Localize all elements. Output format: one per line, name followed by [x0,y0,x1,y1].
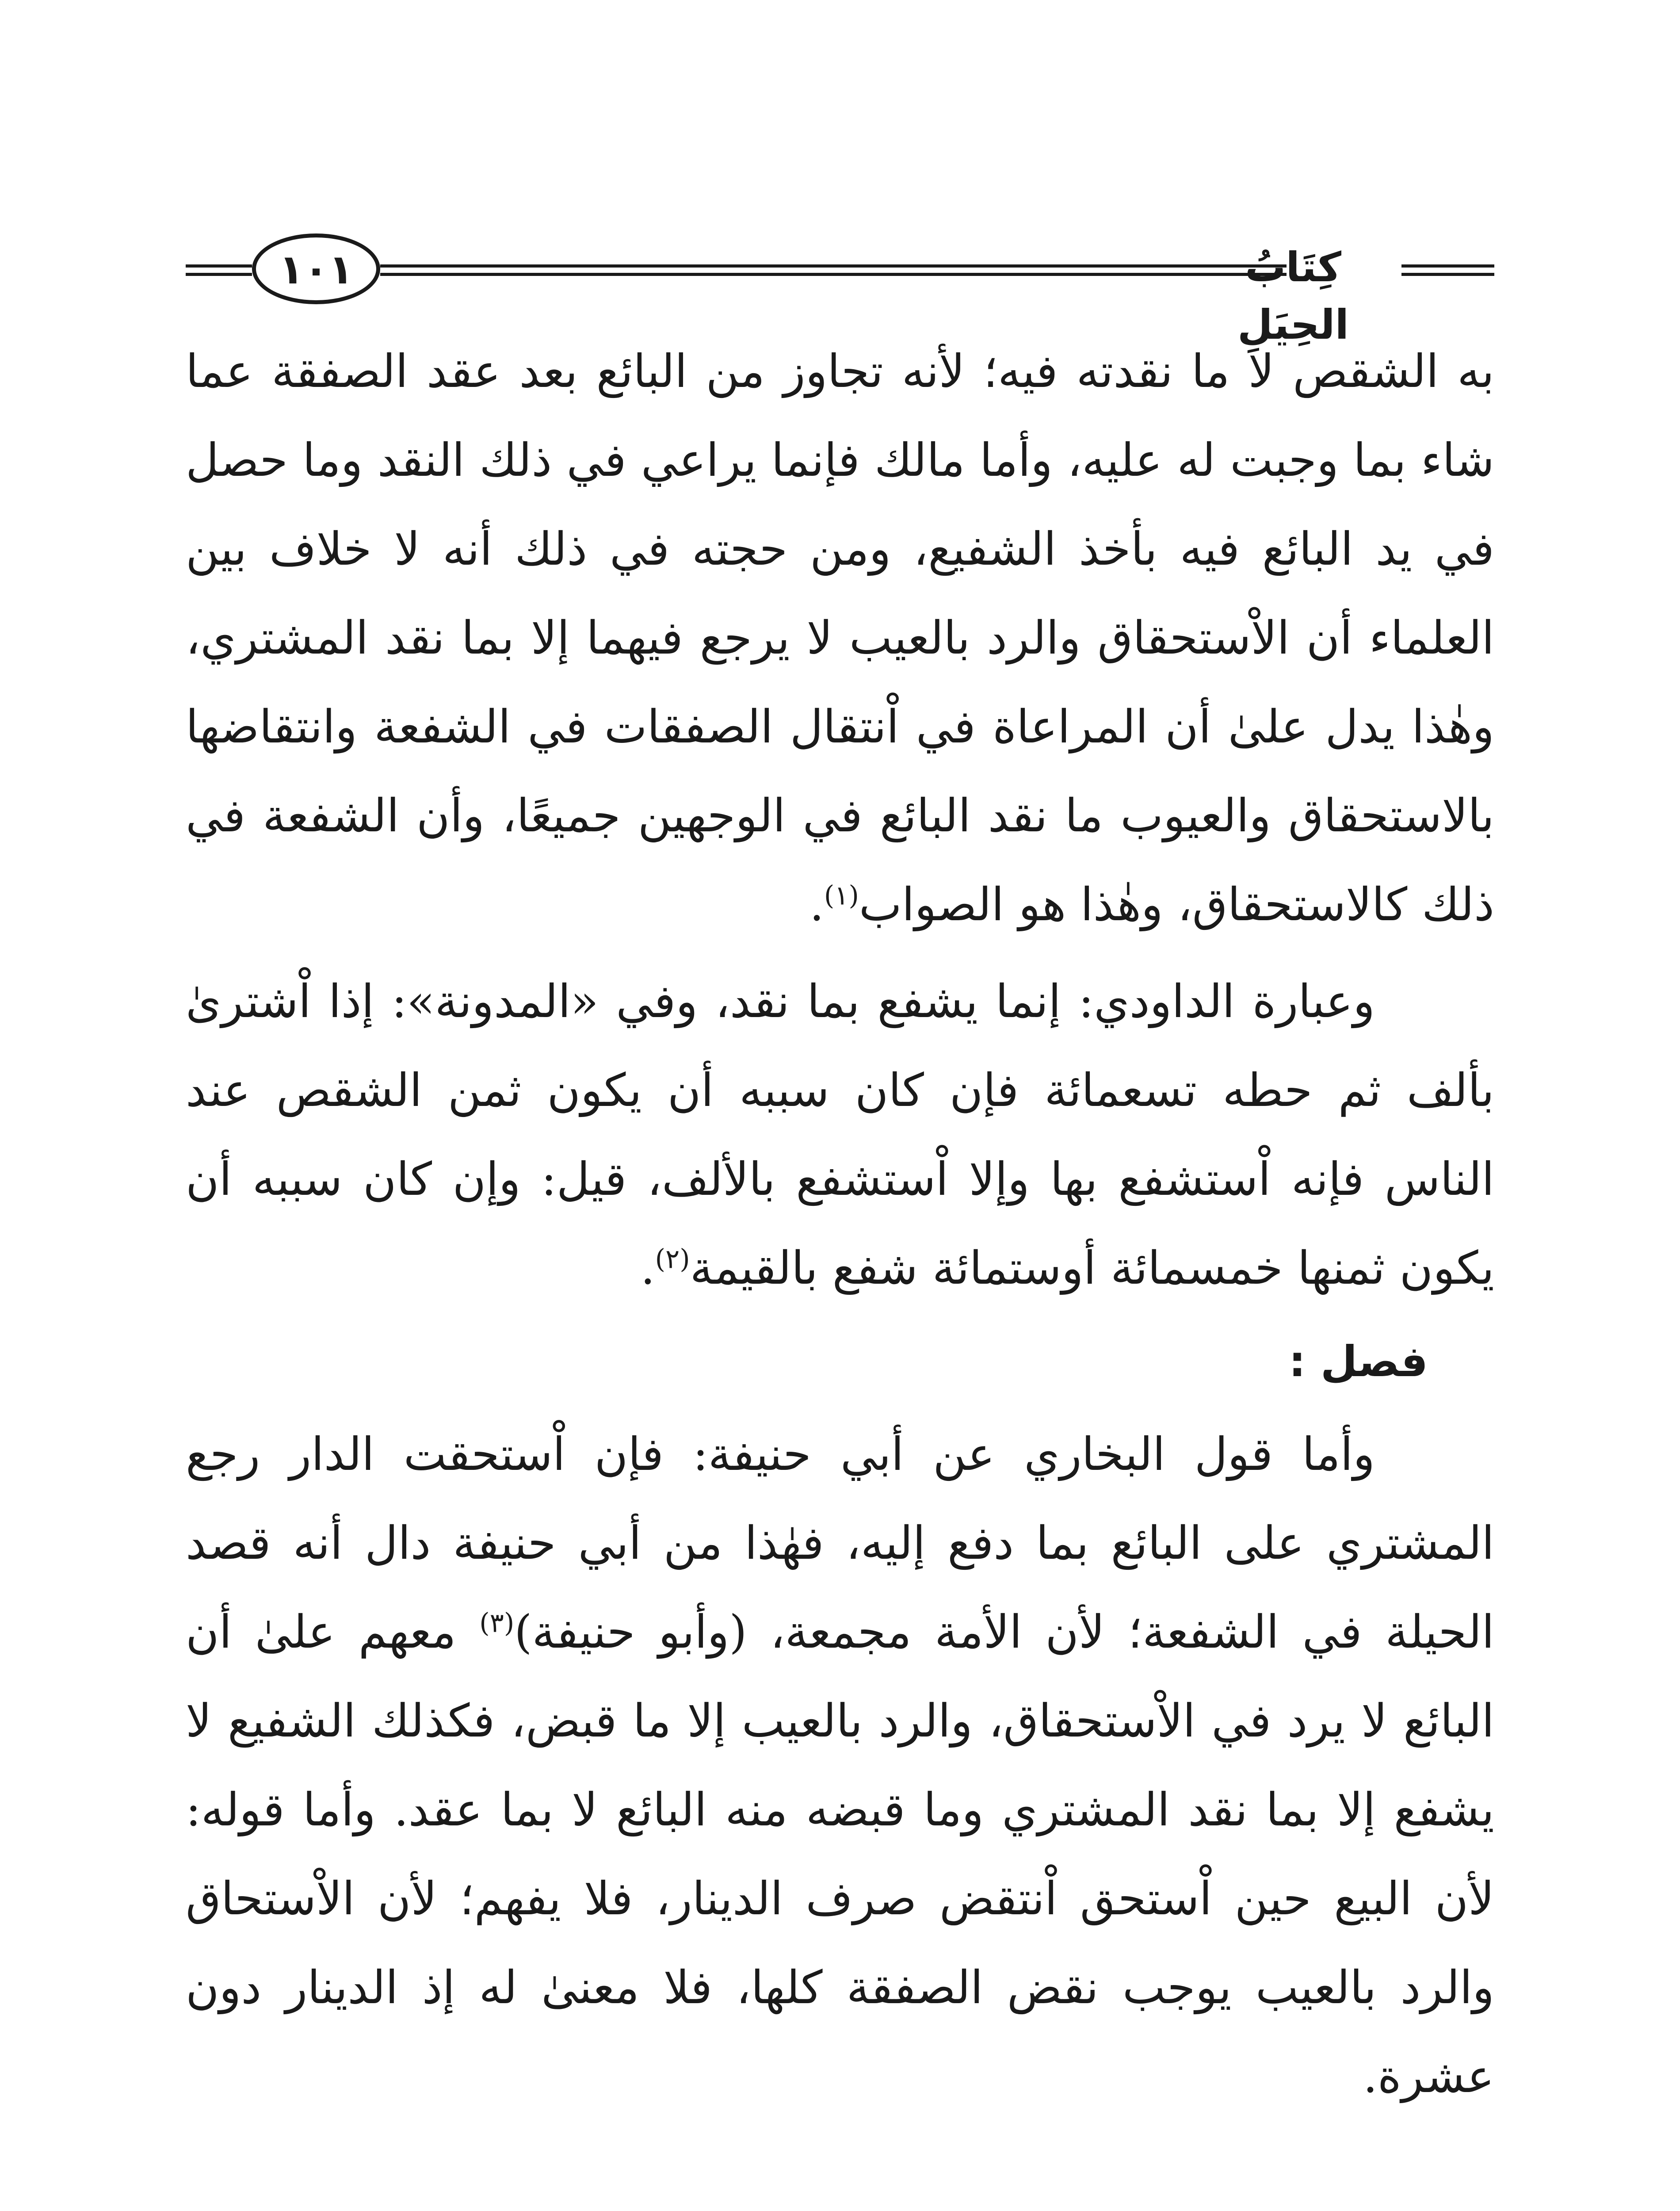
main-text [186,327,1494,2121]
paragraph-text: وعبارة الداودي: إنما يشفع بما نقد، وفي «المدونة»: إذا اْشترىٰ بألف ثم حطه تسعمائة فإن كان سببه أن يكون ثمن الشقص عند الناس فإنه اْستشفع بها وإلا اْستشفع بالألف، قيل: وإن كان سببه أن يكون ثمنها خمسمائة أوستمائة شفع بالقيمة [186,975,1494,1295]
page-number: ١٠١ [279,246,354,293]
running-header [186,230,1494,348]
paragraph-end: . [640,1242,655,1295]
paragraph-end: . [809,878,824,931]
paragraph-text: به الشقص لا ما نقدته فيه؛ لأنه تجاوز من البائع بعد عقد الصفقة عما شاء بما وجبت له عليه، وأما مالك فإنما يراعي في ذلك النقد وما حصل في يد البائع فيه بأخذ الشفيع، ومن حجته في ذلك أنه لا خلاف بين العلماء أن الاْستحقاق والرد بالعيب لا يرجع فيهما إلا بما نقد المشتري، وهٰذا يدل علىٰ أن المراعاة في اْنتقال الصفقات في الشفعة وانتقاضها بالاستحقاق والعيوب ما نقد البائع في الوجهين جميعًا، وأن الشفعة في ذلك كالاستحقاق، وهٰذا هو الصواب [186,345,1494,931]
paragraph-continuation [186,327,1494,949]
footnote-ref-1: (١) [824,880,859,911]
header-rule-long [380,264,1287,276]
paragraph-text: معهم علىٰ أن البائع لا يرد في الاْستحقاق، والرد بالعيب إلا ما قبض، فكذلك الشفيع لا يشفع إلا بما نقد المشتري وما قبضه منه البائع لا بما عقد. وأما قوله: لأن البيع حين اْستحق اْنتقض صرف الدينار، فلا يفهم؛ لأن الاْستحاق والرد بالعيب يوجب نقض الصفقة كلها، فلا معنىٰ له إذ الدينار دون عشرة. [186,1606,1494,2103]
page-number-ornament [252,233,380,304]
paragraph-bukhari [186,1410,1494,2121]
footnote-ref-3: (٣) [479,1607,515,1639]
paragraph-text: وأما قول البخاري عن أبي حنيفة: فإن اْستحقت الدار رجع المشتري على البائع بما دفع إليه، فهٰذا من أبي حنيفة دال أنه قصد الحيلة في الشفعة؛ لأن الأمة مجمعة، (وأبو حنيفة) [186,1428,1494,1659]
book-title: كِتَابُ الحِيَلِ [1237,244,1349,348]
section-heading: فصل : [1289,1337,1428,1386]
header-rule-right [1401,264,1494,276]
paragraph-dawudi [186,957,1494,1313]
footnote-ref-2: (٢) [655,1243,690,1275]
header-rule-left [186,264,252,276]
